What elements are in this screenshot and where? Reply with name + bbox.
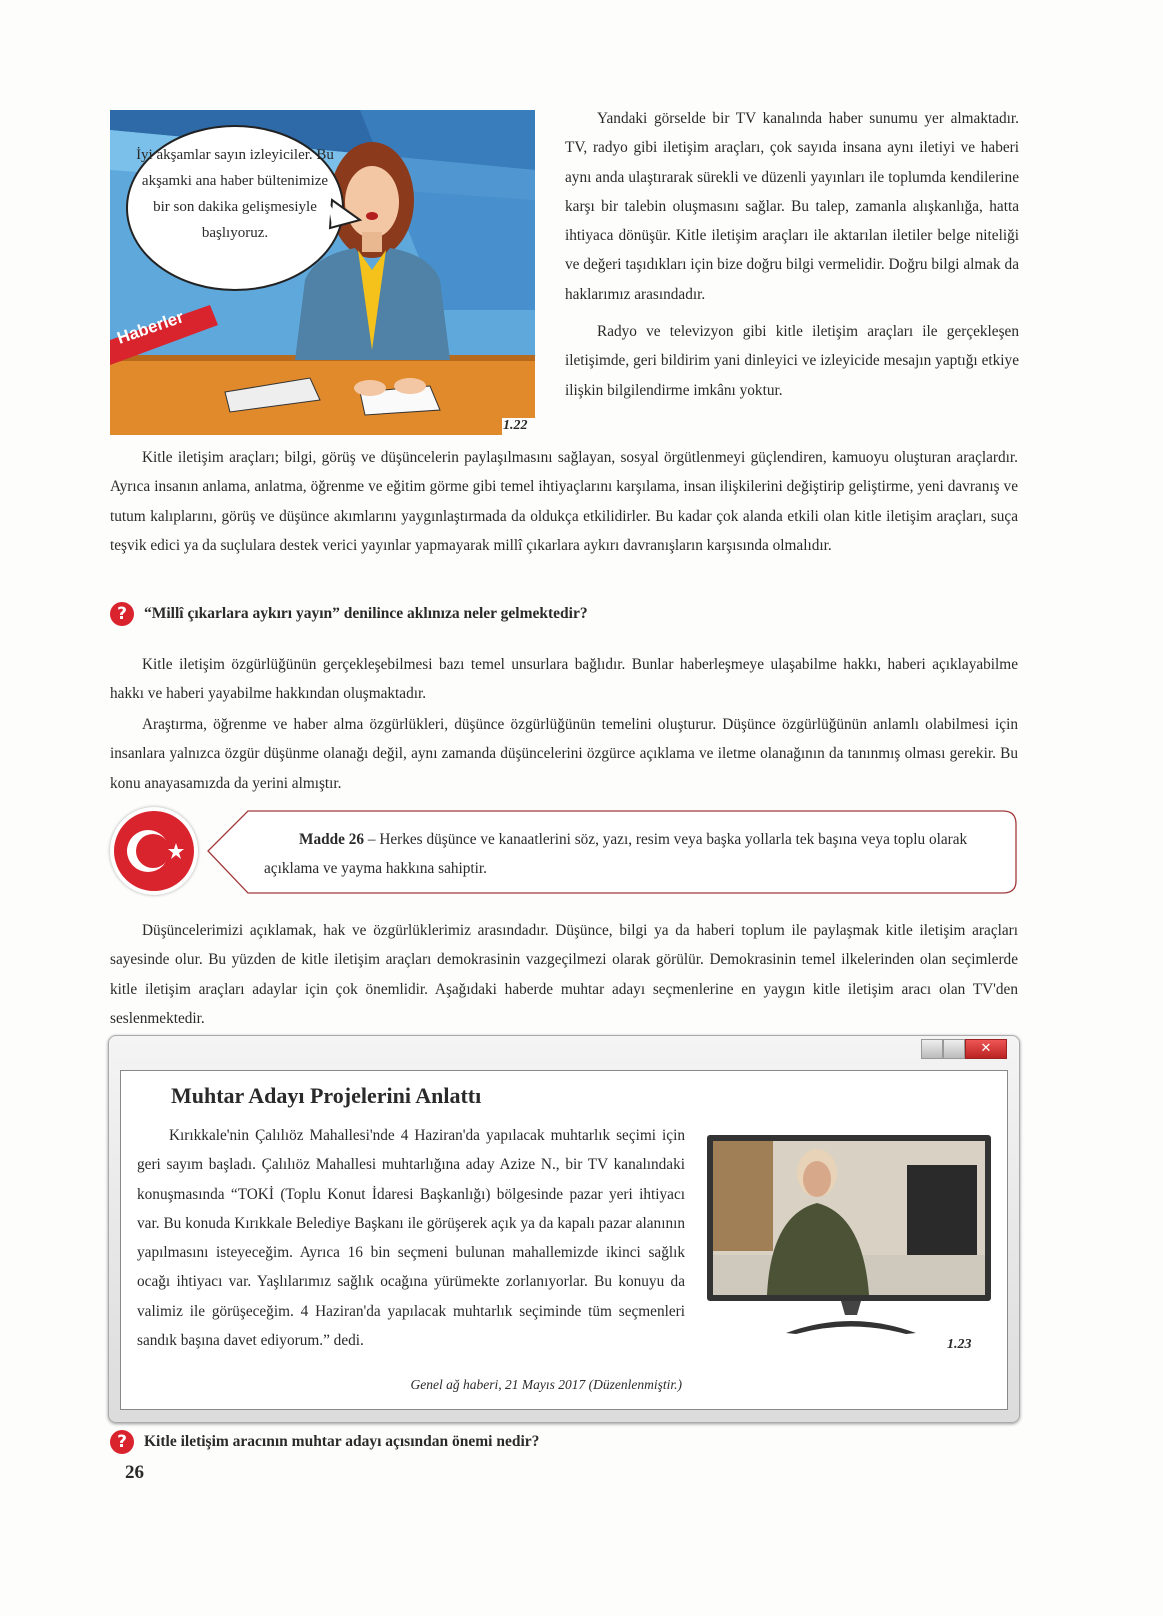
side-text-column [565,104,1019,405]
maximize-button[interactable] [943,1039,965,1059]
news-source: Genel ağ haberi, 21 Mayıs 2017 (Düzenlenmiştir.) [410,1377,682,1392]
figure-label: 1.23 [947,1337,972,1352]
question-mark-icon: ? [110,602,134,626]
constitution-callout [108,805,1020,897]
paragraph: Kitle iletişim araçları; bilgi, görüş ve düşüncelerin paylaşılmasını sağlayan, sosyal örgütlenmeyi güçlendiren, kamuoyu oluşturan araçlardır. Ayrıca insanın anlama, anlatma, öğrenme ve eğitim görme gibi temel ihtiyaçlarını karşılama, insan ilişkilerini değiştirip geliştirme, yeni davranış ve tutum kalıplarını, görüş ve düşünce akımlarını yaygınlaştırmada da oldukça etkilidirler. Bu kadar çok alanda etkili olan kitle iletişim araçları, suça teşvik edici ya da suçlulara destek verici yayınlar yapmayarak millî çıkarlara aykırı davranışların karşısında olmalıdır. [110,449,1018,554]
figure-label: 1.22 [503,418,528,433]
question-text: “Millî çıkarlara aykırı yayın” denilince aklınıza neler gelmektedir? [144,605,588,622]
minimize-button[interactable] [921,1039,943,1059]
side-paragraph: Yandaki görselde bir TV kanalında haber sunumu yer almaktadır. TV, radyo gibi iletişim araçları, çok sayıda insana aynı iletiyi ve haberi aynı anda ulaştırarak sürekli ve düzenli yayınları ile toplumda kendilerine karşı bir talebin oluşmasını sağlar. Bu talep, zamanla alışkanlığa, hatta ihtiyaca dönüşür. Kitle iletişim araçları ile aktarılan iletiler belge niteliği ve değeri taşıdıkları için bize doğru bilgi vermelidir. Doğru bilgi almak da haklarımız arasındadır. [565,110,1019,303]
question-2 [110,1430,539,1454]
page-number: 26 [125,1462,144,1483]
paragraph: Kitle iletişim özgürlüğünün gerçekleşebilmesi bazı temel unsurlara bağlıdır. Bunlar haberleşmeye ulaşabilme hakkı, haberi açıklayabilme hakkı ve haberi yayabilme hakkından oluşmaktadır. [110,656,1018,703]
monitor-stand [781,1301,921,1336]
constitution-article [264,825,999,883]
article-number: Madde 26 [299,831,365,848]
candidate-photo [707,1135,991,1301]
news-anchor-illustration [110,110,535,435]
close-button[interactable]: ✕ [965,1039,1007,1059]
question-mark-icon: ? [110,1430,134,1454]
speech-bubble-text: İyi akşamlar sayın izleyiciler. Bu akşamki ana haber bültenimize bir son dakika gelişmesiyle başlıyoruz. [136,147,334,241]
paragraph: Araştırma, öğrenme ve haber alma özgürlükleri, düşünce özgürlüğünün temelini oluşturur. Düşünce özgürlüğünün anlamlı olabilmesi için insanlara yalnızca özgür düşünme olanağı değil, aynı zamanda düşüncelerini özgürce açıklama ve iletme olanağının da tanınmış olması gerekir. Bu konu anayasamızda da yerini almıştır. [110,716,1018,792]
news-content [120,1070,1008,1410]
article-text: – Herkes düşünce ve kanaatlerini söz, yazı, resim veya başka yollarla tek başına veya toplu olarak açıklama ve yayma hakkına sahiptir. [264,831,968,877]
side-paragraph: Radyo ve televizyon gibi kitle iletişim araçları ile gerçekleşen iletişimde, geri bildirim yani dinleyici ve izleyicide mesajın yaptığı etkiye ilişkin bilgilendirme imkânı yoktur. [565,323,1019,399]
question-1 [110,602,588,626]
monitor-icon [707,1135,991,1301]
window-controls [921,1039,1007,1059]
paragraph: Düşüncelerimizi açıklamak, hak ve özgürlüklerimiz arasındadır. Düşünce, bilgi ya da haberi toplum ile paylaşmak kitle iletişim araçları sayesinde olur. Bu yüzden de kitle iletişim araçları demokrasinin vazgeçilmezi olarak görülür. Demokrasinin temel ilkelerinden olan seçimlerde kitle iletişim araçları adaylar için çok önemlidir. Aşağıdaki haberde muhtar adayı seçmenlerine en yaygın kitle iletişim aracı olan TV'den seslenmektedir. [110,922,1018,1027]
news-title: Muhtar Adayı Projelerini Anlattı [171,1083,482,1108]
turkish-flag-icon [110,807,198,895]
news-body: Kırıkkale'nin Çalılıöz Mahallesi'nde 4 Haziran'da yapılacak muhtarlık seçimi için geri sayım başladı. Çalılıöz Mahallesi muhtarlığına aday Azize N., bir TV kanalındaki konuşmasında “TOKİ (Toplu Konut İdaresi Başkanlığı) bölgesinde pazar yeri ihtiyacı var. Bu konuda Kırıkkale Belediye Başkanı ile görüşerek açık ya da kapalı pazar alanının yapılmasını isteyeceğim. Ayrıca 16 bin seçmeni bulunan mahallemizde ikinci sağlık ocağı ihtiyacı var. Yaşlılarımız sağlık ocağına yürümekte zorlanıyorlar. Bu konuyu da valimiz ile görüşeceğim. 4 Haziran'da yapılacak muhtarlık seçiminde tüm seçmenleri sandık başına davet ediyorum.” dedi. [137,1127,685,1350]
question-text: Kitle iletişim aracının muhtar adayı açısından önemi nedir? [144,1433,540,1450]
haberler-banner: Haberler [114,307,187,348]
news-window [108,1035,1020,1423]
